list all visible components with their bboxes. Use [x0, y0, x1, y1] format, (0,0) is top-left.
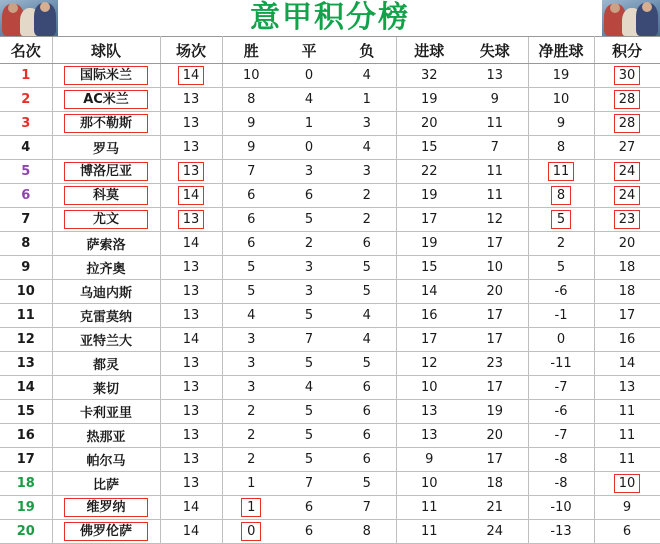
cell-matches: 13 — [160, 304, 222, 328]
cell-points — [594, 184, 660, 208]
page-header — [0, 0, 660, 36]
table-row — [0, 112, 660, 136]
cell-goal-diff: -10 — [528, 496, 594, 520]
cell-goals-against: 7 — [462, 136, 528, 160]
cell-draws: 3 — [280, 160, 338, 184]
cell-team-highlight: 佛罗伦萨 — [64, 522, 148, 541]
cell-goals-for: 9 — [396, 448, 462, 472]
cell-points — [594, 64, 660, 88]
cell-team: 比萨 — [52, 472, 160, 496]
cell-losses: 7 — [338, 496, 396, 520]
cell-matches: 13 — [160, 136, 222, 160]
cell-losses: 4 — [338, 64, 396, 88]
cell-points: 27 — [594, 136, 660, 160]
cell-team-highlight: AC米兰 — [64, 90, 148, 109]
cell-points-highlight: 10 — [614, 474, 641, 493]
cell-goals-against: 17 — [462, 232, 528, 256]
cell-losses: 4 — [338, 328, 396, 352]
cell-goal-diff — [528, 184, 594, 208]
cell-team: 拉齐奥 — [52, 256, 160, 280]
cell-goals-against: 18 — [462, 472, 528, 496]
cell-goals-for: 19 — [396, 232, 462, 256]
cell-goals-against: 11 — [462, 184, 528, 208]
cell-goals-against: 17 — [462, 448, 528, 472]
cell-matches: 14 — [160, 496, 222, 520]
cell-rank: 10 — [0, 280, 52, 304]
cell-goals-for: 14 — [396, 280, 462, 304]
cell-draws: 0 — [280, 136, 338, 160]
cell-losses: 5 — [338, 352, 396, 376]
page-title: 意甲积分榜 — [250, 0, 410, 35]
cell-rank: 1 — [0, 64, 52, 88]
cell-rank: 2 — [0, 88, 52, 112]
cell-rank: 14 — [0, 376, 52, 400]
cell-goal-diff-highlight: 11 — [548, 162, 575, 181]
cell-team-highlight: 国际米兰 — [64, 66, 148, 85]
cell-matches: 13 — [160, 424, 222, 448]
cell-team: 亚特兰大 — [52, 328, 160, 352]
cell-draws: 7 — [280, 328, 338, 352]
cell-points: 18 — [594, 280, 660, 304]
cell-goals-against: 23 — [462, 352, 528, 376]
cell-losses: 5 — [338, 280, 396, 304]
table-row — [0, 448, 660, 472]
table-row — [0, 328, 660, 352]
cell-matches: 13 — [160, 112, 222, 136]
cell-wins: 6 — [222, 232, 280, 256]
cell-rank: 15 — [0, 400, 52, 424]
cell-goal-diff: -11 — [528, 352, 594, 376]
cell-goals-against: 17 — [462, 304, 528, 328]
cell-points: 18 — [594, 256, 660, 280]
cell-rank: 18 — [0, 472, 52, 496]
cell-goal-diff: 0 — [528, 328, 594, 352]
cell-losses: 6 — [338, 424, 396, 448]
cell-matches: 14 — [160, 520, 222, 544]
cell-goals-against: 17 — [462, 376, 528, 400]
column-header-team: 球队 — [52, 37, 160, 64]
cell-matches — [160, 160, 222, 184]
cell-team — [52, 88, 160, 112]
cell-team: 克雷莫纳 — [52, 304, 160, 328]
cell-goal-diff-highlight: 8 — [551, 186, 571, 205]
cell-matches: 13 — [160, 448, 222, 472]
table-row — [0, 496, 660, 520]
cell-matches-highlight: 13 — [178, 210, 205, 229]
cell-draws: 1 — [280, 112, 338, 136]
cell-points: 20 — [594, 232, 660, 256]
cell-wins: 3 — [222, 352, 280, 376]
players-photo-icon — [602, 0, 660, 36]
cell-draws: 6 — [280, 184, 338, 208]
cell-losses: 4 — [338, 136, 396, 160]
cell-goals-against: 19 — [462, 400, 528, 424]
cell-draws: 0 — [280, 64, 338, 88]
cell-matches: 14 — [160, 232, 222, 256]
cell-points-highlight: 28 — [614, 90, 641, 109]
cell-rank: 17 — [0, 448, 52, 472]
cell-losses: 5 — [338, 256, 396, 280]
cell-matches: 13 — [160, 280, 222, 304]
table-header-row — [0, 37, 660, 64]
cell-wins: 6 — [222, 184, 280, 208]
cell-team-highlight: 那不勒斯 — [64, 114, 148, 133]
cell-goals-for: 10 — [396, 376, 462, 400]
cell-goals-for: 11 — [396, 520, 462, 544]
table-row — [0, 376, 660, 400]
cell-team — [52, 208, 160, 232]
cell-goals-for: 10 — [396, 472, 462, 496]
cell-team: 乌迪内斯 — [52, 280, 160, 304]
cell-wins: 7 — [222, 160, 280, 184]
table-row — [0, 280, 660, 304]
cell-wins: 2 — [222, 424, 280, 448]
cell-goal-diff: 8 — [528, 136, 594, 160]
cell-goal-diff: 19 — [528, 64, 594, 88]
cell-points-highlight: 23 — [614, 210, 641, 229]
cell-team — [52, 496, 160, 520]
cell-rank: 16 — [0, 424, 52, 448]
cell-goals-against: 17 — [462, 328, 528, 352]
cell-losses: 6 — [338, 376, 396, 400]
cell-goals-against: 9 — [462, 88, 528, 112]
table-row — [0, 184, 660, 208]
cell-team: 帕尔马 — [52, 448, 160, 472]
cell-goals-for: 19 — [396, 184, 462, 208]
cell-rank: 9 — [0, 256, 52, 280]
cell-points: 11 — [594, 424, 660, 448]
cell-draws: 6 — [280, 496, 338, 520]
cell-losses: 6 — [338, 400, 396, 424]
cell-losses: 3 — [338, 112, 396, 136]
cell-draws: 4 — [280, 88, 338, 112]
cell-points-highlight: 24 — [614, 186, 641, 205]
cell-points — [594, 160, 660, 184]
cell-matches-highlight: 13 — [178, 162, 205, 181]
cell-losses: 2 — [338, 208, 396, 232]
cell-goals-for: 20 — [396, 112, 462, 136]
column-header-points: 积分 — [594, 37, 660, 64]
cell-wins: 6 — [222, 208, 280, 232]
column-header-losses: 负 — [338, 37, 396, 64]
cell-goal-diff: 10 — [528, 88, 594, 112]
cell-goal-diff — [528, 160, 594, 184]
cell-team — [52, 184, 160, 208]
cell-goals-for: 32 — [396, 64, 462, 88]
cell-goals-for: 19 — [396, 88, 462, 112]
cell-goals-against: 13 — [462, 64, 528, 88]
cell-goals-against: 11 — [462, 112, 528, 136]
column-header-wins: 胜 — [222, 37, 280, 64]
cell-goals-against: 24 — [462, 520, 528, 544]
cell-goals-for: 17 — [396, 328, 462, 352]
cell-draws: 5 — [280, 352, 338, 376]
column-header-matches: 场次 — [160, 37, 222, 64]
cell-goals-for: 22 — [396, 160, 462, 184]
cell-goals-for: 17 — [396, 208, 462, 232]
cell-wins: 2 — [222, 448, 280, 472]
cell-wins: 8 — [222, 88, 280, 112]
table-row — [0, 88, 660, 112]
cell-team — [52, 64, 160, 88]
cell-points-highlight: 28 — [614, 114, 641, 133]
table-row — [0, 304, 660, 328]
cell-draws: 3 — [280, 280, 338, 304]
cell-goal-diff: -6 — [528, 400, 594, 424]
cell-wins — [222, 520, 280, 544]
cell-draws: 5 — [280, 208, 338, 232]
cell-goals-for: 13 — [396, 424, 462, 448]
cell-wins: 9 — [222, 136, 280, 160]
cell-points: 11 — [594, 400, 660, 424]
cell-team: 罗马 — [52, 136, 160, 160]
cell-goal-diff: -8 — [528, 448, 594, 472]
cell-rank: 13 — [0, 352, 52, 376]
table-row — [0, 232, 660, 256]
cell-matches — [160, 64, 222, 88]
table-row — [0, 424, 660, 448]
cell-matches: 13 — [160, 256, 222, 280]
cell-draws: 5 — [280, 304, 338, 328]
standings-table — [0, 36, 660, 544]
cell-draws: 2 — [280, 232, 338, 256]
cell-points-highlight: 24 — [614, 162, 641, 181]
cell-team — [52, 520, 160, 544]
cell-rank: 20 — [0, 520, 52, 544]
cell-points: 11 — [594, 448, 660, 472]
table-row — [0, 160, 660, 184]
cell-team: 莱切 — [52, 376, 160, 400]
cell-goal-diff: -13 — [528, 520, 594, 544]
cell-losses: 5 — [338, 472, 396, 496]
cell-losses: 1 — [338, 88, 396, 112]
cell-goals-for: 13 — [396, 400, 462, 424]
cell-rank: 7 — [0, 208, 52, 232]
table-row — [0, 520, 660, 544]
cell-goals-against: 21 — [462, 496, 528, 520]
cell-draws: 5 — [280, 400, 338, 424]
cell-goals-for: 15 — [396, 256, 462, 280]
cell-points: 6 — [594, 520, 660, 544]
cell-draws: 5 — [280, 448, 338, 472]
cell-points — [594, 88, 660, 112]
cell-draws: 3 — [280, 256, 338, 280]
cell-goals-against: 11 — [462, 160, 528, 184]
cell-rank: 8 — [0, 232, 52, 256]
cell-matches: 13 — [160, 352, 222, 376]
cell-rank: 19 — [0, 496, 52, 520]
cell-points: 13 — [594, 376, 660, 400]
cell-goal-diff: -7 — [528, 424, 594, 448]
cell-team-highlight: 博洛尼亚 — [64, 162, 148, 181]
cell-wins: 2 — [222, 400, 280, 424]
cell-goal-diff: 9 — [528, 112, 594, 136]
cell-goal-diff: -1 — [528, 304, 594, 328]
table-row — [0, 256, 660, 280]
cell-points: 16 — [594, 328, 660, 352]
cell-wins-highlight: 1 — [241, 498, 261, 517]
column-header-goals-against: 失球 — [462, 37, 528, 64]
cell-matches: 13 — [160, 400, 222, 424]
cell-team-highlight: 科莫 — [64, 186, 148, 205]
cell-goals-for: 16 — [396, 304, 462, 328]
column-header-rank: 名次 — [0, 37, 52, 64]
cell-rank: 3 — [0, 112, 52, 136]
cell-goal-diff: -7 — [528, 376, 594, 400]
cell-goal-diff: 2 — [528, 232, 594, 256]
cell-points-highlight: 30 — [614, 66, 641, 85]
cell-goals-against: 10 — [462, 256, 528, 280]
cell-wins: 5 — [222, 280, 280, 304]
cell-rank: 5 — [0, 160, 52, 184]
cell-points: 17 — [594, 304, 660, 328]
cell-losses: 2 — [338, 184, 396, 208]
cell-team-highlight: 维罗纳 — [64, 498, 148, 517]
cell-team: 都灵 — [52, 352, 160, 376]
cell-wins: 3 — [222, 328, 280, 352]
cell-matches: 14 — [160, 328, 222, 352]
cell-matches: 13 — [160, 88, 222, 112]
table-row — [0, 400, 660, 424]
cell-points — [594, 208, 660, 232]
cell-draws: 6 — [280, 520, 338, 544]
cell-rank: 6 — [0, 184, 52, 208]
cell-matches: 13 — [160, 472, 222, 496]
cell-goal-diff-highlight: 5 — [551, 210, 571, 229]
cell-losses: 8 — [338, 520, 396, 544]
cell-team — [52, 112, 160, 136]
cell-matches-highlight: 14 — [178, 186, 205, 205]
cell-goals-against: 20 — [462, 424, 528, 448]
cell-draws: 5 — [280, 424, 338, 448]
cell-losses: 6 — [338, 232, 396, 256]
cell-matches: 13 — [160, 376, 222, 400]
cell-matches — [160, 208, 222, 232]
cell-points — [594, 112, 660, 136]
cell-wins — [222, 496, 280, 520]
column-header-goals-for: 进球 — [396, 37, 462, 64]
cell-matches — [160, 184, 222, 208]
cell-wins: 5 — [222, 256, 280, 280]
table-row — [0, 136, 660, 160]
cell-team-highlight: 尤文 — [64, 210, 148, 229]
column-header-goal-diff: 净胜球 — [528, 37, 594, 64]
table-row — [0, 64, 660, 88]
cell-rank: 4 — [0, 136, 52, 160]
cell-points — [594, 472, 660, 496]
cell-wins: 9 — [222, 112, 280, 136]
cell-team: 热那亚 — [52, 424, 160, 448]
cell-goal-diff: -8 — [528, 472, 594, 496]
cell-wins: 1 — [222, 472, 280, 496]
cell-losses: 3 — [338, 160, 396, 184]
cell-goals-for: 15 — [396, 136, 462, 160]
cell-goals-against: 20 — [462, 280, 528, 304]
cell-rank: 11 — [0, 304, 52, 328]
cell-rank: 12 — [0, 328, 52, 352]
cell-team — [52, 160, 160, 184]
cell-losses: 4 — [338, 304, 396, 328]
cell-points: 9 — [594, 496, 660, 520]
cell-draws: 7 — [280, 472, 338, 496]
cell-wins: 3 — [222, 376, 280, 400]
cell-wins: 10 — [222, 64, 280, 88]
table-row — [0, 352, 660, 376]
table-row — [0, 208, 660, 232]
table-row — [0, 472, 660, 496]
cell-goals-for: 12 — [396, 352, 462, 376]
cell-losses: 6 — [338, 448, 396, 472]
cell-goal-diff: -6 — [528, 280, 594, 304]
cell-goal-diff — [528, 208, 594, 232]
column-header-draws: 平 — [280, 37, 338, 64]
cell-points: 14 — [594, 352, 660, 376]
cell-goals-against: 12 — [462, 208, 528, 232]
cell-wins: 4 — [222, 304, 280, 328]
cell-matches-highlight: 14 — [178, 66, 205, 85]
cell-goals-for: 11 — [396, 496, 462, 520]
cell-team: 萨索洛 — [52, 232, 160, 256]
cell-team: 卡利亚里 — [52, 400, 160, 424]
cell-draws: 4 — [280, 376, 338, 400]
cell-wins-highlight: 0 — [241, 522, 261, 541]
cell-goal-diff: 5 — [528, 256, 594, 280]
